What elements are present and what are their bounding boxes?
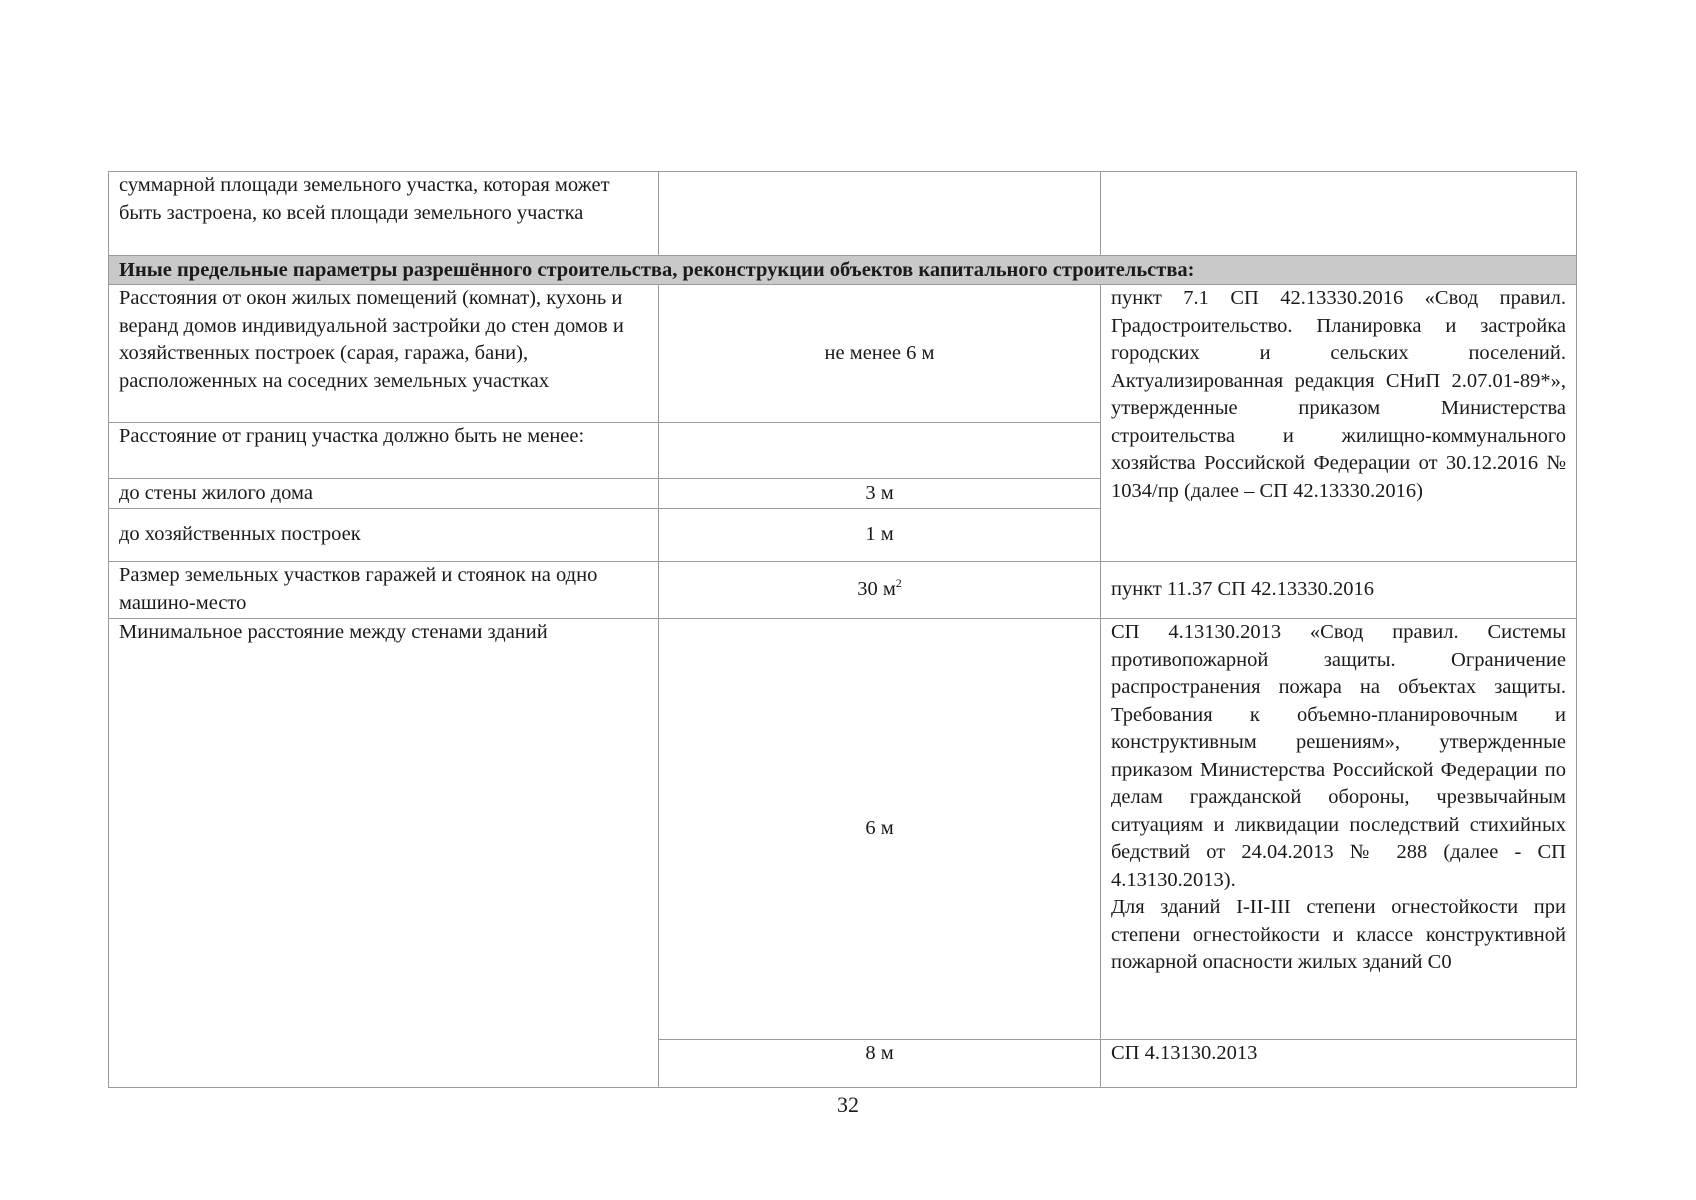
sp4-reference-text: СП 4.13130.2013 «Свод правил. Системы противопожарной защиты. Ограничение распространения пожара на объектах защиты. Требования к объемно-планировочным и конструктивным решениям», утвержденные приказом Министерства Российской Федерации по делам гражданской обороны, чрезвычайным ситуациям и ликвидации последствий стихийных бедствий от 24.04.2013 № 288 (далее - СП 4.13130.2013). bbox=[1111, 621, 1566, 891]
cell-outbuildings-label: до хозяйственных построек bbox=[109, 509, 659, 562]
regulations-table bbox=[108, 171, 1577, 1088]
cell-min-distance-value: 6 м bbox=[659, 619, 1101, 1040]
cell-min-distance-label: Минимальное расстояние между стенами зданий bbox=[109, 619, 659, 1088]
cell-outbuildings-value: 1 м bbox=[659, 509, 1101, 562]
cell-empty bbox=[659, 423, 1101, 479]
table-row bbox=[109, 619, 1577, 1040]
cell-boundary-label: Расстояние от границ участка должно быть не менее: bbox=[109, 423, 659, 479]
cell-window-distance-value: не менее 6 м bbox=[659, 285, 1101, 423]
table-row bbox=[109, 285, 1577, 423]
sp4-condition-text: Для зданий I-II-III степени огнестойкости при степени огнестойкости и классе конструктивной пожарной опасности жилых зданий С0 bbox=[1111, 896, 1566, 973]
cell-garage-label: Размер земельных участков гаражей и стоянок на одно машино-место bbox=[109, 562, 659, 619]
cell-sp4-reference-short: СП 4.13130.2013 bbox=[1101, 1040, 1577, 1088]
cell-empty bbox=[1101, 172, 1577, 256]
section-header-row bbox=[109, 256, 1577, 285]
cell-min-distance-value-2: 8 м bbox=[659, 1040, 1101, 1088]
section-header: Иные предельные параметры разрешённого строительства, реконструкции объектов капитального строительства: bbox=[109, 256, 1577, 285]
page-number: 32 bbox=[837, 1092, 859, 1117]
cell-house-wall-value: 3 м bbox=[659, 479, 1101, 509]
garage-value-text: 30 м bbox=[857, 578, 896, 601]
garage-value-superscript: 2 bbox=[895, 576, 902, 591]
cell-sp4-reference bbox=[1101, 619, 1577, 1040]
cell-window-distance-label: Расстояния от окон жилых помещений (комнат), кухонь и веранд домов индивидуальной застройки до стен домов и хозяйственных построек (сарая, гаража, бани), расположенных на соседних земельных участках bbox=[109, 285, 659, 423]
table-row bbox=[109, 172, 1577, 256]
cell-garage-value bbox=[659, 562, 1101, 619]
cell-garage-reference: пункт 11.37 СП 42.13330.2016 bbox=[1101, 562, 1577, 619]
cell-sp42-reference: пункт 7.1 СП 42.13330.2016 «Свод правил. Градостроительство. Планировка и застройка городских и сельских поселений. Актуализированная редакция СНиП 2.07.01-89*», утвержденные приказом Министерства строительства и жилищно-коммунального хозяйства Российской Федерации от 30.12.2016 № 1034/пр (далее – СП 42.13330.2016) bbox=[1101, 285, 1577, 562]
cell-empty bbox=[659, 172, 1101, 256]
cell-continuation-text: суммарной площади земельного участка, которая может быть застроена, ко всей площади земельного участка bbox=[109, 172, 659, 256]
cell-house-wall-label: до стены жилого дома bbox=[109, 479, 659, 509]
table-row bbox=[109, 562, 1577, 619]
